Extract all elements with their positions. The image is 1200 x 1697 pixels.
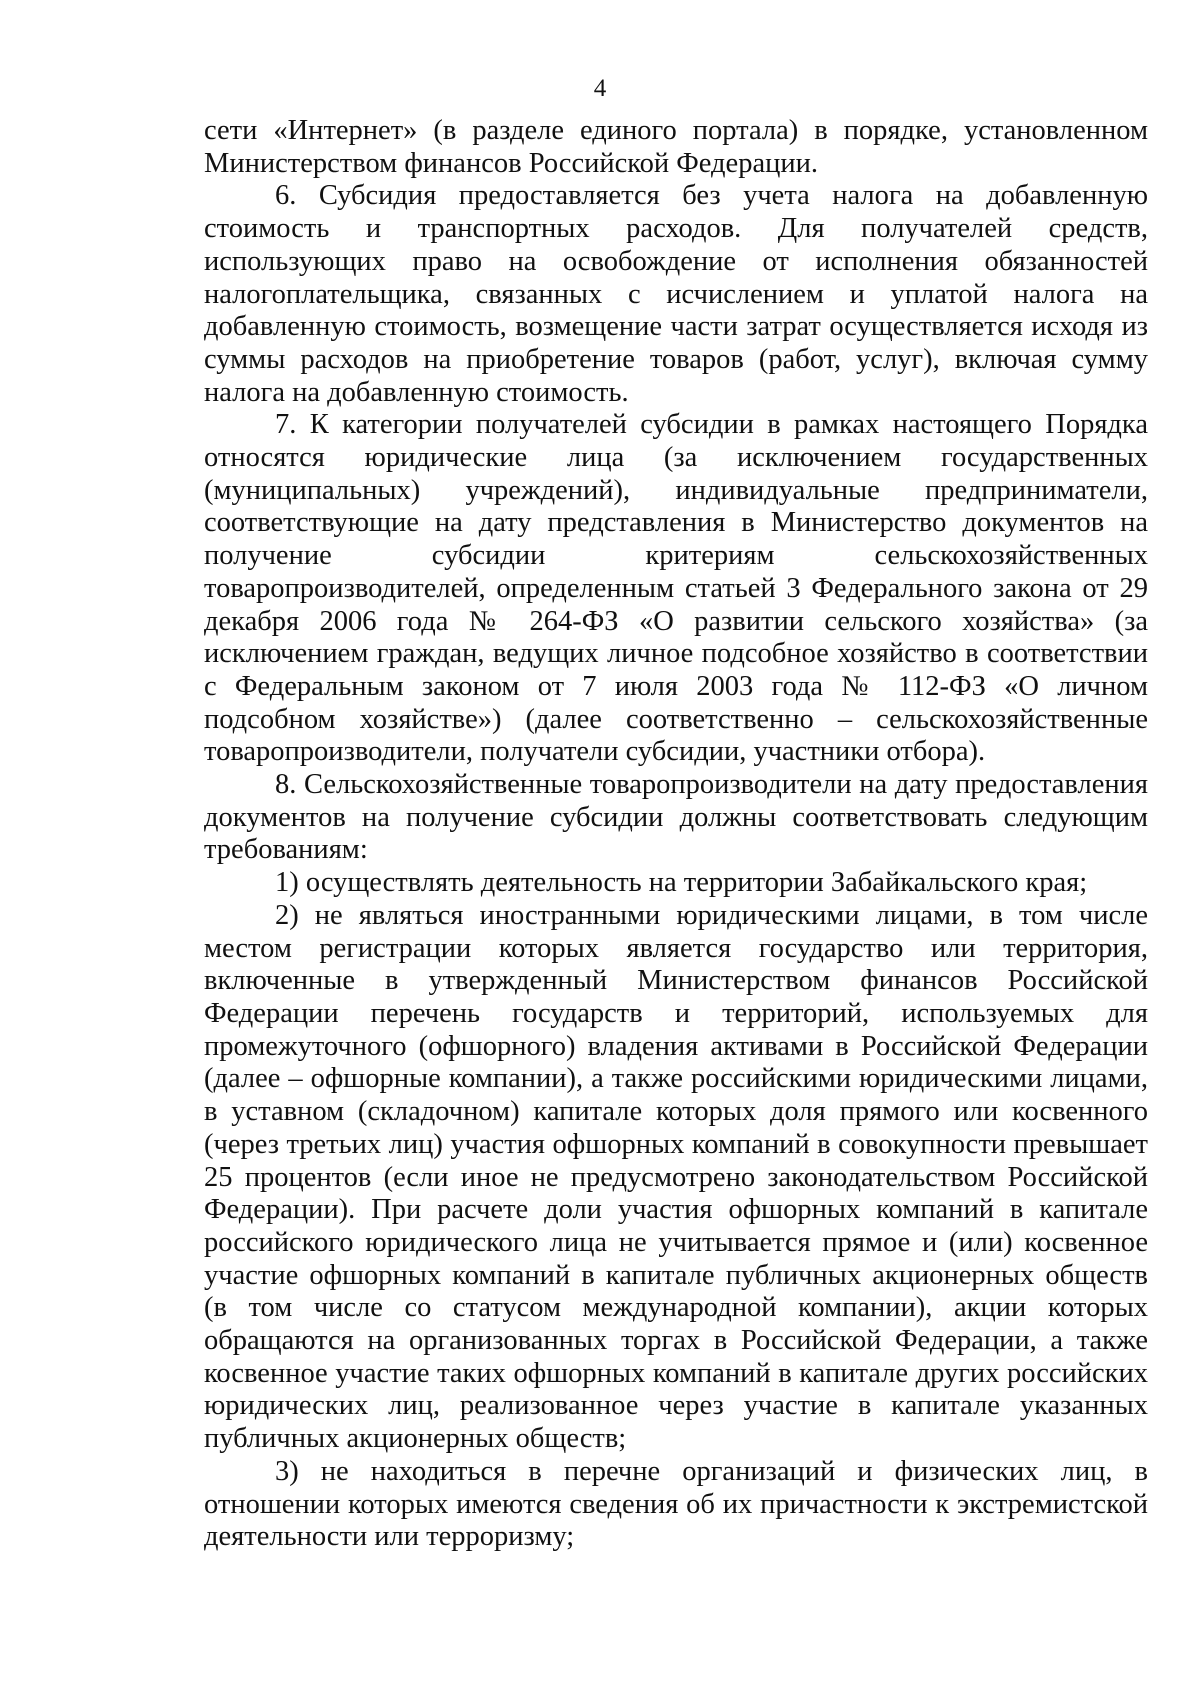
requirement-2: 2) не являться иностранными юридическими лицами, в том числе местом регистрации которых является государство или территория, включенные в утвержденный Министерством финансов Российской Федерации перечень государств и территорий, используемых для промежуточного (офшорного) владения активами в Российской Федерации (далее – офшорные компании), а также российскими юридическими лицами, в уставном (складочном) капитале которых доля прямого или косвенного (через третьих лиц) участия офшорных компаний в совокупности превышает 25 процентов (если иное не предусмотрено законодательством Российской Федерации). При расчете доли участия офшорных компаний в капитале российского юридического лица не учитывается прямое и (или) косвенное участие офшорных компаний в капитале публичных акционерных обществ (в том числе со статусом международной компании), акции которых обращаются на организованных торгах в Российской Федерации, а также косвенное участие таких офшорных компаний в капитале других российских юридических лиц, реализованное через участие в капитале указанных публичных акционерных обществ; bbox=[204, 899, 1148, 1455]
paragraph-item-6: 6. Субсидия предоставляется без учета налога на добавленную стоимость и транспортных расходов. Для получателей средств, использующих право на освобождение от исполнения обязанностей налогоплательщика, связанных с исчислением и уплатой налога на добавленную стоимость, возмещение части затрат осуществляется исходя из суммы расходов на приобретение товаров (работ, услуг), включая сумму налога на добавленную стоимость. bbox=[204, 180, 1148, 408]
requirement-3: 3) не находиться в перечне организаций и физических лиц, в отношении которых имеются сведения об их причастности к экстремистской деятельности или терроризму; bbox=[204, 1455, 1148, 1553]
document-body bbox=[204, 115, 1148, 1554]
paragraph-item-7: 7. К категории получателей субсидии в рамках настоящего Порядка относятся юридические лица (за исключением государственных (муниципальных) учреждений), индивидуальные предприниматели, соответствующие на дату представления в Министерство документов на получение субсидии критериям сельскохозяйственных товаропроизводителей, определенным статьей 3 Федерального закона от 29 декабря 2006 года № 264-ФЗ «О развитии сельского хозяйства» (за исключением граждан, ведущих личное подсобное хозяйство в соответствии с Федеральным законом от 7 июля 2003 года № 112-ФЗ «О личном подсобном хозяйстве») (далее соответственно – сельскохозяйственные товаропроизводители, получатели субсидии, участники отбора). bbox=[204, 409, 1148, 768]
paragraph-item-8: 8. Сельскохозяйственные товаропроизводители на дату предоставления документов на получение субсидии должны соответствовать следующим требованиям: bbox=[204, 769, 1148, 866]
page-number: 4 bbox=[593, 75, 607, 102]
requirement-1: 1) осуществлять деятельность на территории Забайкальского края; bbox=[275, 867, 1088, 899]
paragraph-continuation: сети «Интернет» (в разделе единого портала) в порядке, установленном Министерством финансов Российской Федерации. bbox=[204, 115, 1148, 179]
